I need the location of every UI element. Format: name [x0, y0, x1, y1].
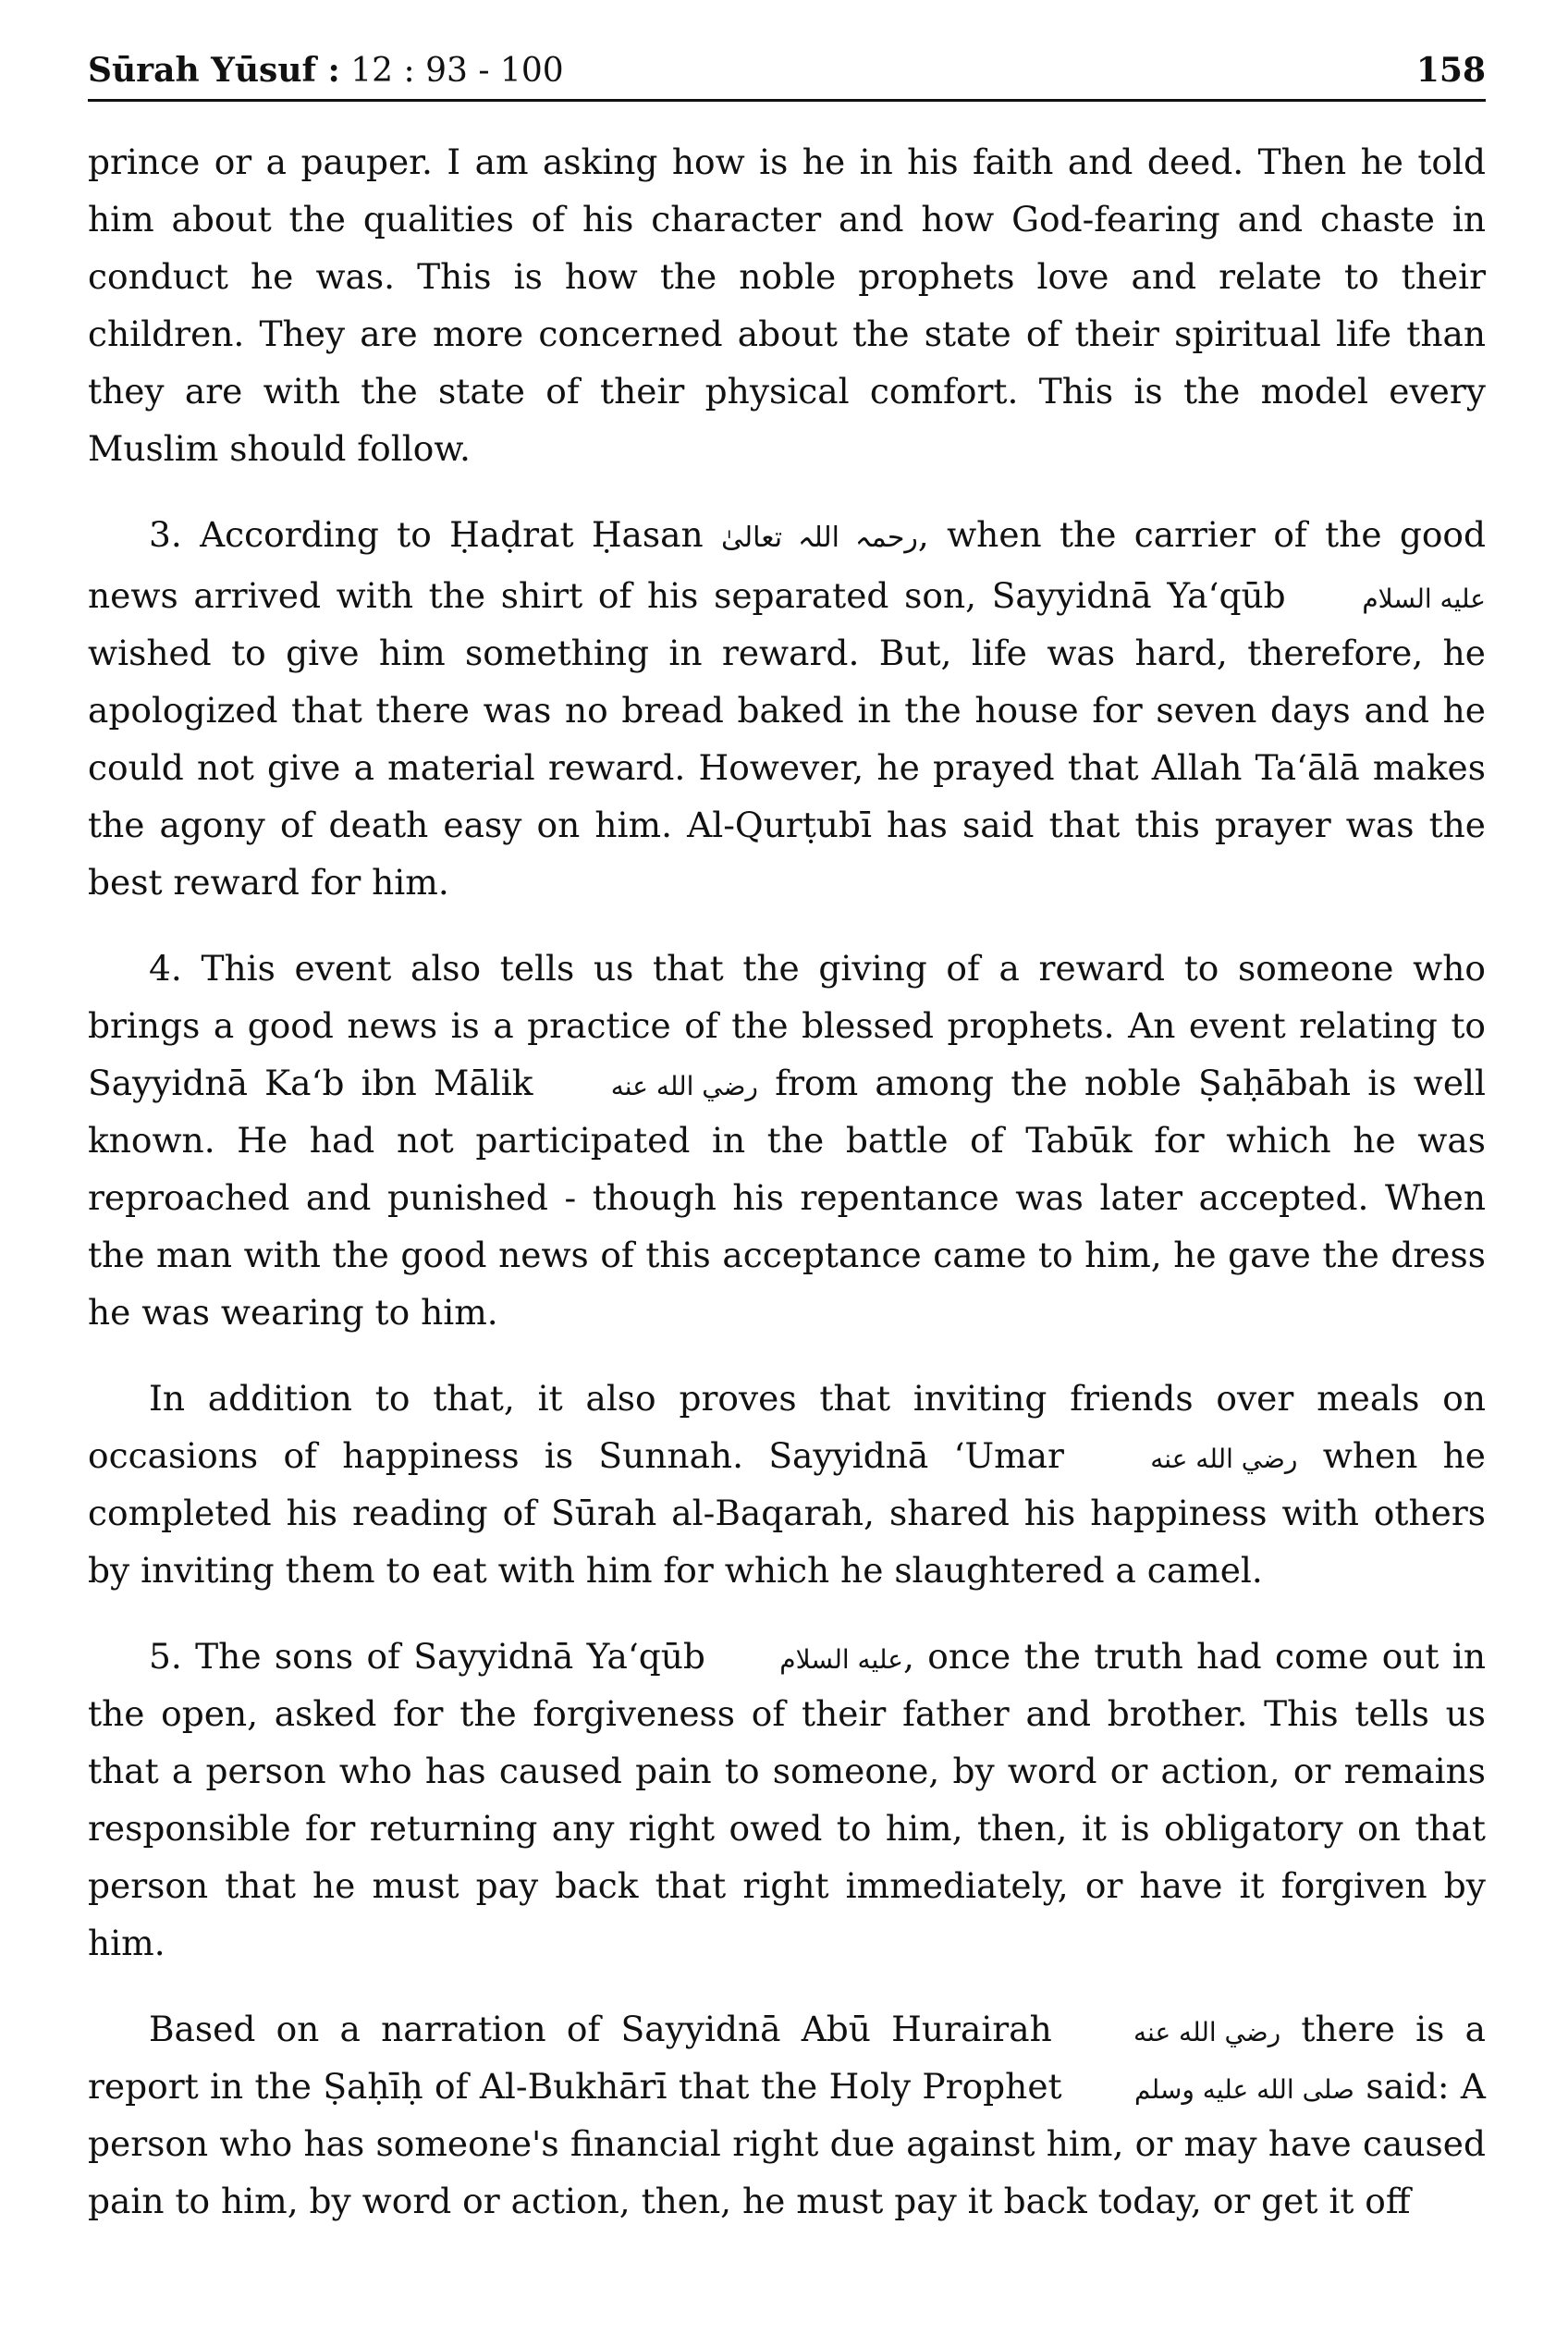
- honorific-glyph: رضي الله عنه: [1150, 1443, 1298, 1474]
- paragraph-text: , when the carrier of the good news arrived with the shirt of his separated son, Sayyidnā Ya‘qūb: [88, 514, 1486, 616]
- paragraph-hadith: [88, 2000, 1486, 2230]
- running-header: [88, 51, 1486, 102]
- honorific-glyph: رضي الله عنه: [1133, 2016, 1281, 2047]
- honorific-glyph: عليه السلام: [1362, 583, 1486, 614]
- paragraph-text: when he completed his reading of Sūrah al-Baqarah, shared his happiness with others by inviting them to eat with him for which he slaughtered a camel.: [88, 1435, 1486, 1591]
- surah-name: Sūrah Yūsuf :: [88, 51, 340, 90]
- paragraph-text: In addition to that, it also proves that inviting friends over meals on occasions of happiness is Sunnah. Sayyidnā ‘Umar: [88, 1378, 1486, 1476]
- arabic-invocation: رحمہ اللہ تعالیٰ: [720, 522, 918, 554]
- page-number: 158: [1415, 51, 1486, 90]
- page-body: [88, 133, 1486, 2230]
- paragraph-text: there is a report in the Ṣaḥīḥ of Al-Bukhārī that the Holy Prophet: [88, 2009, 1487, 2107]
- paragraph-text: 5. The sons of Sayyidnā Ya‘qūb: [149, 1636, 705, 1677]
- paragraph-point-3: [88, 506, 1486, 911]
- honorific-glyph: عليه السلام: [779, 1643, 903, 1675]
- verse-range: 12 : 93 - 100: [350, 52, 564, 90]
- paragraph-point-4: [88, 940, 1486, 1341]
- paragraph-text: 4. This event also tells us that the giving of a reward to someone who brings a good news is a practice of the blessed prophets. An event relating to Sayyidnā Ka‘b ibn Mālik: [88, 948, 1486, 1103]
- header-title: [88, 51, 564, 90]
- honorific-glyph: صلى الله عليه وسلم: [1133, 2073, 1354, 2105]
- book-page: [88, 51, 1486, 2230]
- paragraph-text: said: A person who has someone's financial right due against him, or may have caused pain to him, by word or action, then, he must pay it back today, or get it off: [88, 2066, 1487, 2221]
- paragraph-continued: [88, 133, 1486, 477]
- paragraph-addition: [88, 1370, 1486, 1599]
- paragraph-point-5: [88, 1628, 1486, 1972]
- honorific-glyph: رضي الله عنه: [610, 1070, 758, 1101]
- paragraph-text: , once the truth had come out in the open, asked for the forgiveness of their father and brother. This tells us that a person who has caused pain to someone, by word or action, or remains responsible for returning any right owed to him, then, it is obligatory on that person that he must pay back that right immediately, or have it forgiven by him.: [88, 1636, 1487, 1963]
- paragraph-text: 3. According to Ḥaḍrat Ḥasan: [149, 514, 704, 555]
- paragraph-text: prince or a pauper. I am asking how is he in his faith and deed. Then he told him about the qualities of his character and how God-fearing and chaste in conduct he was. This is how the noble prophets love and relate to their children. They are more concerned about the state of their spiritual life than they are with the state of their physical comfort. This is the model every Muslim should follow.: [88, 141, 1486, 469]
- paragraph-text: Based on a narration of Sayyidnā Abū Hurairah: [149, 2009, 1052, 2049]
- paragraph-text: from among the noble Ṣaḥābah is well known. He had not participated in the battle of Tabūk for which he was reproached and punished - though his repentance was later accepted. When the man with the good news of this acceptance came to him, he gave the dress he was wearing to him.: [88, 1063, 1487, 1333]
- paragraph-text: wished to give him something in reward. But, life was hard, therefore, he apologized that there was no bread baked in the house for seven days and he could not give a material reward. However, he prayed that Allah Ta‘ālā makes the agony of death easy on him. Al-Qurṭubī has said that this prayer was the best reward for him.: [88, 633, 1486, 903]
